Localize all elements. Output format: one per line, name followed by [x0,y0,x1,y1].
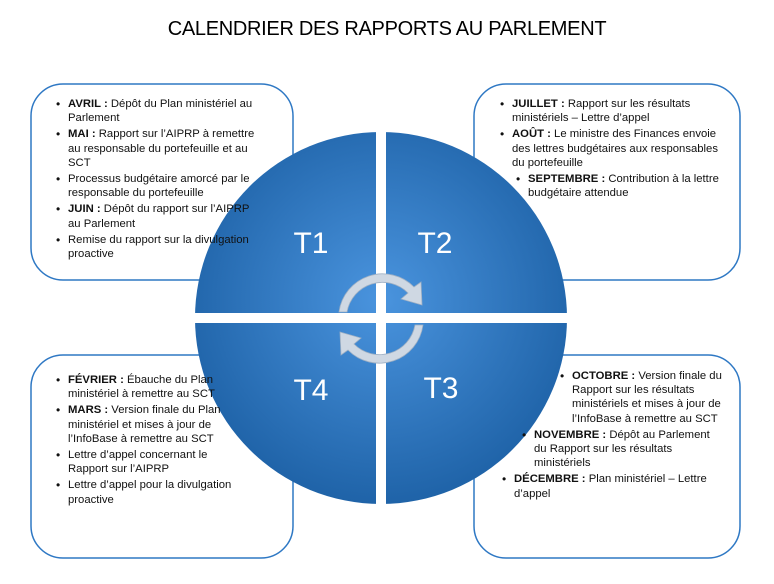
list-item: • MARS : Version finale du Plan ministériel et mises à jour de l’InfoBase à remettre au SCT [50,403,240,446]
list-item: • AVRIL : Dépôt du Plan ministériel au Parlement [50,97,260,125]
divider-horizontal [190,313,572,323]
box-t1-list [50,97,260,261]
box-t4 [50,373,240,509]
list-item: • MAI : Rapport sur l’AIPRP à remettre au responsable du portefeuille et au SCT [50,127,260,170]
list-item: • OCTOBRE : Version finale du Rapport sur les résultats ministériels et mises à jour de l’InfoBase à remettre au SCT [554,369,724,426]
list-item: • DÉCEMBRE : Plan ministériel – Lettre d’appel [496,472,724,500]
box-t4-list [50,373,240,507]
page-title: CALENDRIER DES RAPPORTS AU PARLEMENT [167,18,607,40]
list-item: • AOÛT : Le ministre des Finances envoie des lettres budgétaires aux responsables du portefeuille [494,127,722,170]
box-t3 [496,369,724,503]
box-t1 [50,97,260,263]
list-item: • Lettre d’appel pour la divulgation proactive [50,478,240,506]
list-item: • NOVEMBRE : Dépôt au Parlement du Rapport sur les résultats ministériels [516,428,724,471]
list-item: • SEPTEMBRE : Contribution à la lettre budgétaire attendue [510,172,722,200]
list-item: • Remise du rapport sur la divulgation proactive [50,233,260,261]
box-t2-list [494,97,722,200]
box-t2 [494,97,722,202]
list-item: • Processus budgétaire amorcé par le responsable du portefeuille [50,172,260,200]
quadrant-label-t2: T2 [417,227,453,260]
list-item: • Lettre d’appel concernant le Rapport sur l’AIPRP [50,448,240,476]
list-item: • FÉVRIER : Ébauche du Plan ministériel à remettre au SCT [50,373,240,401]
quadrant-label-t4: T4 [293,374,329,407]
list-item: • JUIN : Dépôt du rapport sur l’AIPRP au Parlement [50,202,260,230]
list-item: • JUILLET : Rapport sur les résultats ministériels – Lettre d’appel [494,97,722,125]
quadrant-label-t1: T1 [293,227,329,260]
box-t3-list [496,369,724,501]
quadrant-label-t3: T3 [423,372,459,405]
